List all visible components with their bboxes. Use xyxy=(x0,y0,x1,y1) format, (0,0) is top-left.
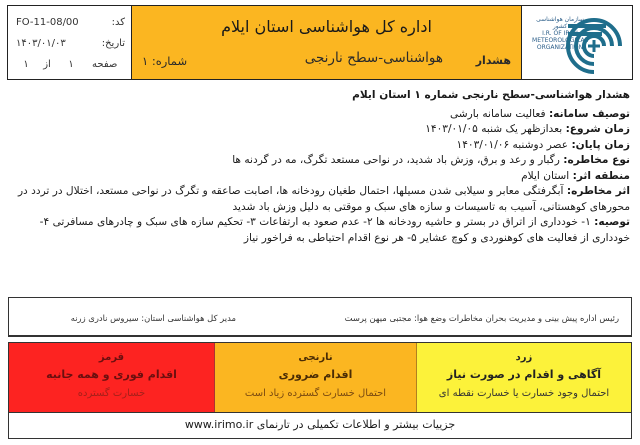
field-recommendation xyxy=(10,215,630,246)
code-row xyxy=(16,12,125,33)
level-desc: خسارت گسترده xyxy=(77,388,146,399)
page-row xyxy=(16,54,125,75)
website-footer xyxy=(8,412,632,439)
field-value: بعدازظهر یک شنبه ۱۴۰۳/۰۱/۰۵ xyxy=(425,123,563,135)
page-total: ۱ xyxy=(23,59,29,70)
alert-number: شماره: ۱ xyxy=(142,54,188,68)
field-label: توصیه: xyxy=(594,216,630,228)
page-of: از xyxy=(43,59,51,70)
field-label: اثر مخاطره: xyxy=(566,185,630,197)
field-hazard-type xyxy=(10,153,630,169)
field-value: آبگرفتگی معابر و سیلابی شدن مسیلها، احتمال طغیان رودخانه ها، اصابت صاعقه و تگرگ در نواحی مستعد، اختلال در تردد در محورهای کوهستانی، آسیب به تاسیسات و سازه های سبک و موقتی به دلیل وزش باد شدید xyxy=(17,185,630,213)
level-orange xyxy=(215,343,417,412)
field-system-description xyxy=(10,107,630,123)
field-label: توصیف سامانه: xyxy=(548,107,630,120)
logo-line3: ORGANIZATION xyxy=(536,44,584,51)
field-start-time xyxy=(10,122,630,138)
page-title: اداره کل هواشناسی استان ایلام xyxy=(221,17,432,36)
date-row xyxy=(16,33,125,54)
document-meta xyxy=(8,6,132,79)
field-end-time xyxy=(10,138,630,154)
level-yellow xyxy=(417,343,631,412)
page-current: ۱ xyxy=(68,59,74,70)
field-label: نوع مخاطره: xyxy=(563,154,630,166)
director-signature: مدیر کل هواشناسی استان: سیروس نادری زرنه xyxy=(70,313,236,323)
field-label: منطقه اثر: xyxy=(572,169,630,182)
level-red xyxy=(9,343,215,412)
field-value: ۱- خودداری از اتراق در بستر و حاشیه رودخانه ها ۲- عدم صعود به ارتفاعات ۳- تحکیم سازه های سبک و چادرهای مسافرتی ۴- خودداری از فعالیت های کوهنوردی و کوچ عشایر ۵- هر نوع اقدام احتیاطی به فراخور نیاز xyxy=(39,216,630,244)
field-label: زمان شروع: xyxy=(565,123,630,135)
forecast-head-signature: رئیس اداره پیش بینی و مدیریت بحران مخاطرات وضع هوا: مجتبی میهن پرست xyxy=(344,313,619,323)
page-label: صفحه xyxy=(92,59,118,70)
alert-body xyxy=(10,88,630,246)
code-label: کد: xyxy=(111,17,125,28)
subtitle-prefix: هشدار xyxy=(475,54,511,67)
logo-line2: METEOROLOGICAL xyxy=(532,37,588,44)
date-value: ۱۴۰۳/۰۱/۰۳ xyxy=(16,38,66,49)
field-value: فعالیت سامانه بارشی xyxy=(449,107,546,120)
level-name: قرمز xyxy=(98,352,125,363)
field-hazard-effect xyxy=(10,184,630,215)
field-value: استان ایلام xyxy=(521,169,570,182)
field-affected-area xyxy=(10,169,630,185)
level-desc: احتمال خسارت گسترده زیاد است xyxy=(244,388,387,399)
field-value: رگبار و رعد و برق، وزش باد شدید، در نواحی مستعد تگرگ، مه در گردنه ها xyxy=(232,154,560,166)
signature-box xyxy=(8,297,632,337)
level-name: زرد xyxy=(515,352,533,363)
spiral-logo-icon xyxy=(566,14,622,76)
code-value: FO-11-08/00 xyxy=(16,17,79,28)
alert-heading: هشدار هواشناسی-سطح نارنجی شماره ۱ استان ایلام xyxy=(352,89,630,101)
logo-line1: I.R. OF IRAN xyxy=(542,30,578,37)
level-desc: احتمال وجود خسارت یا خسارت نقطه ای xyxy=(438,388,610,399)
field-label: زمان پایان: xyxy=(571,138,630,151)
level-action: آگاهی و اقدام در صورت نیاز xyxy=(446,368,602,381)
irimo-logo xyxy=(522,6,632,79)
level-action: اقدام فوری و همه جانبه xyxy=(46,368,177,381)
logo-persian: سازمان هواشناسی کشور xyxy=(536,16,584,30)
level-action: اقدام ضروری xyxy=(278,368,353,381)
footer-text: جزییات بیشتر و اطلاعات تکمیلی در تارنمای www.irimo.ir xyxy=(184,418,456,431)
date-label: تاریخ: xyxy=(101,38,125,49)
alert-levels-legend xyxy=(8,342,632,412)
alert-subtitle: هواشناسی-سطح نارنجی xyxy=(304,50,443,66)
title-banner xyxy=(132,6,522,79)
document-header xyxy=(7,5,633,80)
level-name: نارنجی xyxy=(298,352,333,363)
field-value: عصر دوشنبه ۱۴۰۳/۰۱/۰۶ xyxy=(456,138,569,151)
